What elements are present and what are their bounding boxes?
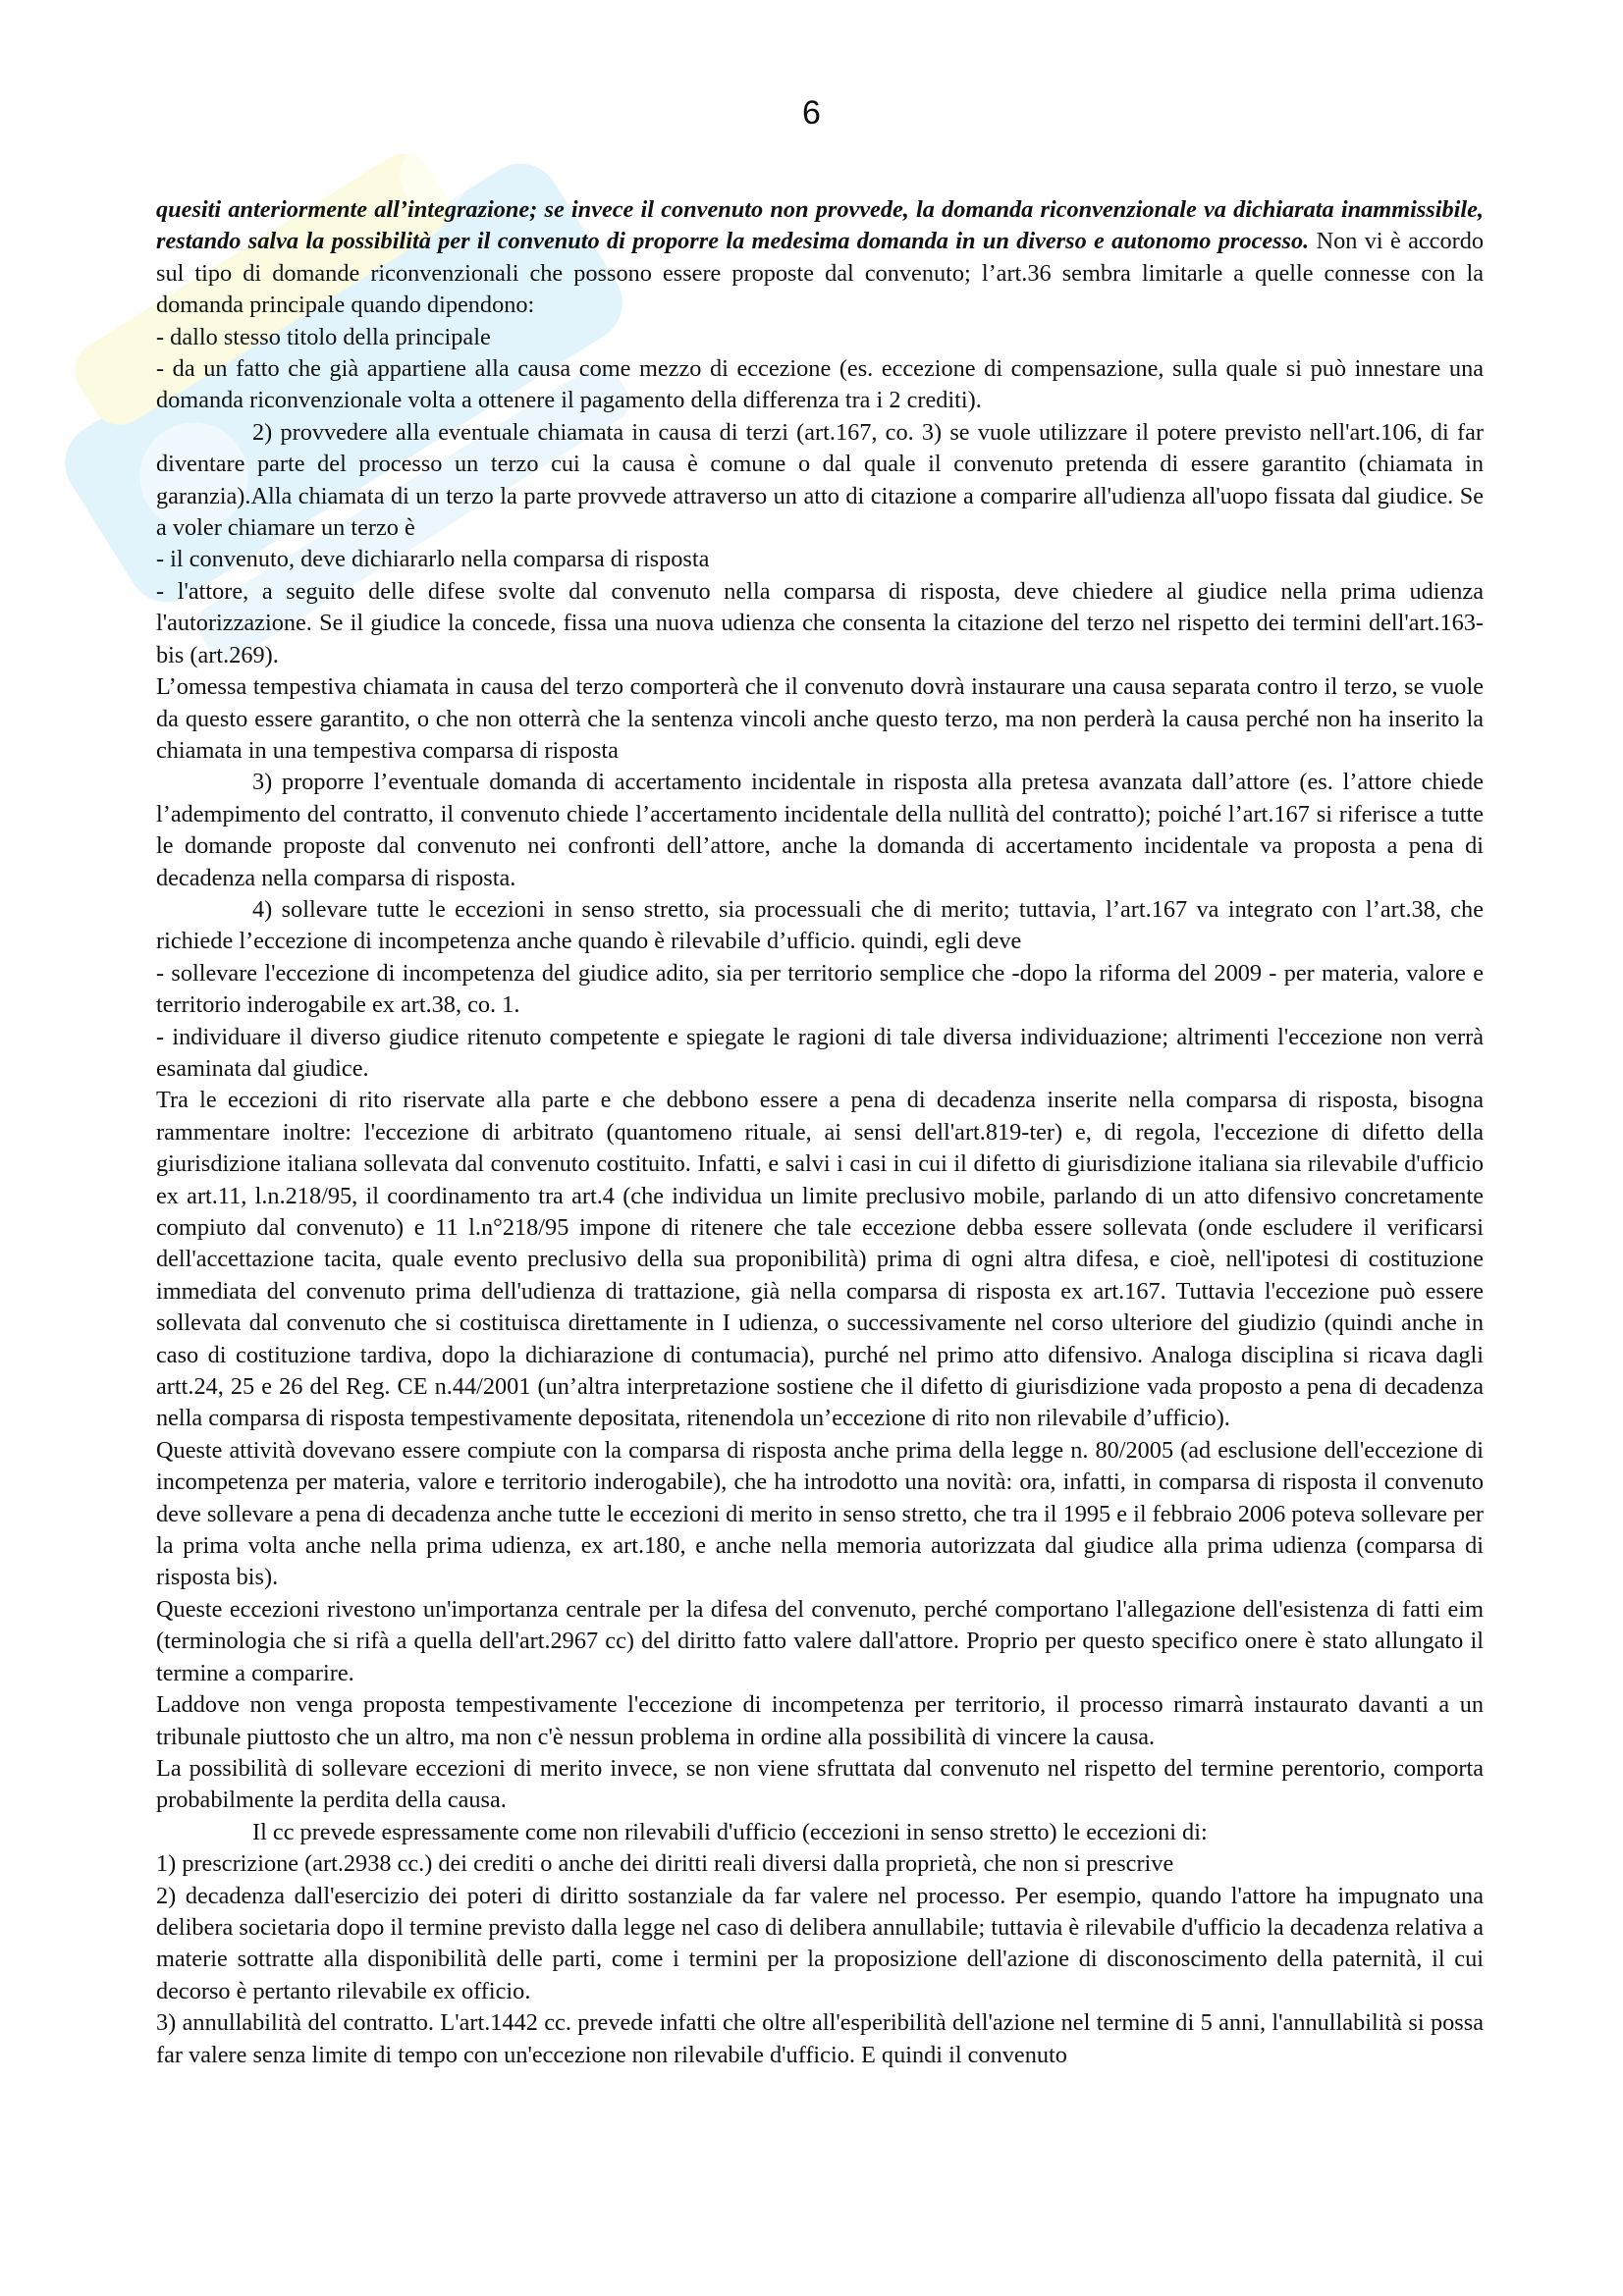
list-item: - da un fatto che già appartiene alla causa come mezzo di eccezione (es. eccezione di compensazione, sulla quale si può innestare una domanda riconvenzionale volta a ottenere il pagamento della differenza tra i 2 crediti).: [156, 355, 1484, 414]
paragraph-text: Non vi è accordo sul tipo di domande riconvenzionali che possono essere proposte dal convenuto; l’art.36 sembra limitarle a quelle connesse con la domanda principale quando dipendono:: [156, 228, 1485, 319]
list-item: 1) prescrizione (art.2938 cc.) dei crediti o anche dei diritti reali diversi dalla proprietà, che non si prescrive: [156, 1850, 1174, 1878]
paragraph: Il cc prevede espressamente come non rilevabili d'ufficio (eccezioni in senso stretto) le eccezioni di:: [252, 1818, 1208, 1845]
list-item: - dallo stesso titolo della principale: [156, 323, 491, 350]
paragraph: 2) provvedere alla eventuale chiamata in causa di terzi (art.167, co. 3) se vuole utilizzare il potere previsto nell'art.106, di far diventare parte del processo un terzo cui la causa è comune o dal quale il convenuto pretenda di essere garantito (chiamata in garanzia).Alla chiamata di un terzo la parte provvede attraverso un atto di citazione a comparire all'udienza all'uopo fissata dal giudice. Se a voler chiamare un terzo è: [156, 418, 1484, 542]
paragraph: Laddove non venga proposta tempestivamente l'eccezione di incompetenza per territorio, il processo rimarrà instaurato davanti a un tribunale piuttosto che un altro, ma non c'è nessun problema in ordine alla possibilità di vincere la causa.: [156, 1691, 1484, 1750]
paragraph: 4) sollevare tutte le eccezioni in senso stretto, sia processuali che di merito; tuttavia, l’art.167 va integrato con l’art.38, che richiede l’eccezione di incompetenza anche quando è rilevabile d’ufficio. quindi, egli deve: [156, 895, 1484, 955]
paragraph: 3) proporre l’eventuale domanda di accertamento incidentale in risposta alla pretesa avanzata dall’attore (es. l’attore chiede l’adempimento del contratto, il convenuto chiede l’accertamento incidentale della nullità del contratto); poiché l’art.167 si riferisce a tutte le domande proposte dal convenuto nei confronti dell’attore, anche la domanda di accertamento incidentale va proposta a pena di decadenza nella comparsa di risposta.: [156, 769, 1484, 891]
paragraph: L’omessa tempestiva chiamata in causa del terzo comporterà che il convenuto dovrà instaurare una causa separata contro il terzo, se vuole da questo essere garantito, o che non otterrà che la sentenza vincoli anche questo terzo, ma non perderà la causa perché non ha inserito la chiamata in una tempestiva comparsa di risposta: [156, 673, 1484, 764]
paragraph: Queste eccezioni rivestono un'importanza centrale per la difesa del convenuto, perché comportano l'allegazione dell'esistenza di fatti eim (terminologia che si rifà a quella dell'art.2967 cc) del diritto fatto valere dall'attore. Proprio per questo specifico onere è stato allungato il termine a comparire.: [156, 1595, 1484, 1686]
paragraph: [156, 194, 1484, 322]
list-item: - il convenuto, deve dichiararlo nella comparsa di risposta: [156, 546, 710, 573]
list-item: - l'attore, a seguito delle difese svolte dal convenuto nella comparsa di risposta, deve chiedere al giudice nella prima udienza l'autorizzazione. Se il giudice la concede, fissa una nuova udienza che consenta la citazione del terzo nel rispetto dei termini dell'art.163-bis (art.269).: [156, 577, 1484, 668]
paragraph: Tra le eccezioni di rito riservate alla parte e che debbono essere a pena di decadenza inserite nella comparsa di risposta, bisogna rammentare inoltre: l'eccezione di arbitrato (quantomeno rituale, ai sensi dell'art.819-ter) e, di regola, l'eccezione di difetto della giurisdizione italiana sollevata dal convenuto costituito. Infatti, e salvi i casi in cui il difetto di giurisdizione italiana sia rilevabile d'ufficio ex art.11, l.n.218/95, il coordinamento tra art.4 (che individua un limite preclusivo mobile, parlando di un atto difensivo concretamente compiuto dal convenuto) e 11 l.n°218/95 impone di ritenere che tale eccezione debba essere sollevata (onde escludere il verificarsi dell'accettazione tacita, quale evento preclusivo della sua proponibilità) prima di ogni altra difesa, e cioè, nell'ipotesi di costituzione immediata del convenuto prima dell'udienza di trattazione, già nella comparsa di risposta ex art.167. Tuttavia l'eccezione può essere sollevata dal convenuto che si costituisca direttamente in I udienza, o successivamente nel corso ulteriore del giudizio (quindi anche in caso di costituzione tardiva, dopo la dichiarazione di contumacia), purché nel primo atto difensivo. Analoga disciplina si ricava dagli artt.24, 25 e 26 del Reg. CE n.44/2001 (un’altra interpretazione sostiene che il difetto di giurisdizione vada proposto a pena di decadenza nella comparsa di risposta tempestivamente depositata, ritenendola un’eccezione di rito non rilevabile d’ufficio).: [156, 1087, 1484, 1432]
list-item: 3) annullabilità del contratto. L'art.1442 cc. prevede infatti che oltre all'esperibilità dell'azione nel termine di 5 anni, l'annullabilità si possa far valere senza limite di tempo con un'eccezione non rilevabile d'ufficio. E quindi il convenuto: [156, 2009, 1484, 2068]
paragraph: La possibilità di sollevare eccezioni di merito invece, se non viene sfruttata dal convenuto nel rispetto del termine perentorio, comporta probabilmente la perdita della causa.: [156, 1754, 1484, 1814]
document-body: [156, 194, 1484, 2071]
list-item: - sollevare l'eccezione di incompetenza del giudice adito, sia per territorio semplice che -dopo la riforma del 2009 - per materia, valore e territorio inderogabile ex art.38, co. 1.: [156, 959, 1484, 1019]
list-item: 2) decadenza dall'esercizio dei poteri di diritto sostanziale da far valere nel processo. Per esempio, quando l'attore ha impugnato una delibera societaria dopo il termine previsto dalla legge nel caso di delibera annullabile; tuttavia è rilevabile d'ufficio la decadenza relativa a materie sottratte alla disponibilità delle parti, come i termini per la proposizione dell'azione di disconoscimento della paternità, il cui decorso è pertanto rilevabile ex officio.: [156, 1882, 1484, 2004]
paragraph: Queste attività dovevano essere compiute con la comparsa di risposta anche prima della legge n. 80/2005 (ad esclusione dell'eccezione di incompetenza per materia, valore e territorio inderogabile), che ha introdotto una novità: ora, infatti, in comparsa di risposta il convenuto deve sollevare a pena di decadenza anche tutte le eccezioni di merito in senso stretto, che tra il 1995 e il febbraio 2006 poteva sollevare per la prima volta anche nella prima udienza, ex art.180, e anche nella memoria autorizzata dal giudice alla prima udienza (comparsa di risposta bis).: [156, 1436, 1484, 1591]
emphasized-text: quesiti anteriormente all’integrazione; se invece il convenuto non provvede, la domanda riconvenzionale va dichiarata inammissibile, restando salva la possibilità per il convenuto di proporre la medesima domanda in un diverso e autonomo processo.: [156, 196, 1484, 255]
page-number: 6: [802, 94, 821, 132]
list-item: - individuare il diverso giudice ritenuto competente e spiegate le ragioni di tale diversa individuazione; altrimenti l'eccezione non verrà esaminata dal giudice.: [156, 1023, 1484, 1082]
